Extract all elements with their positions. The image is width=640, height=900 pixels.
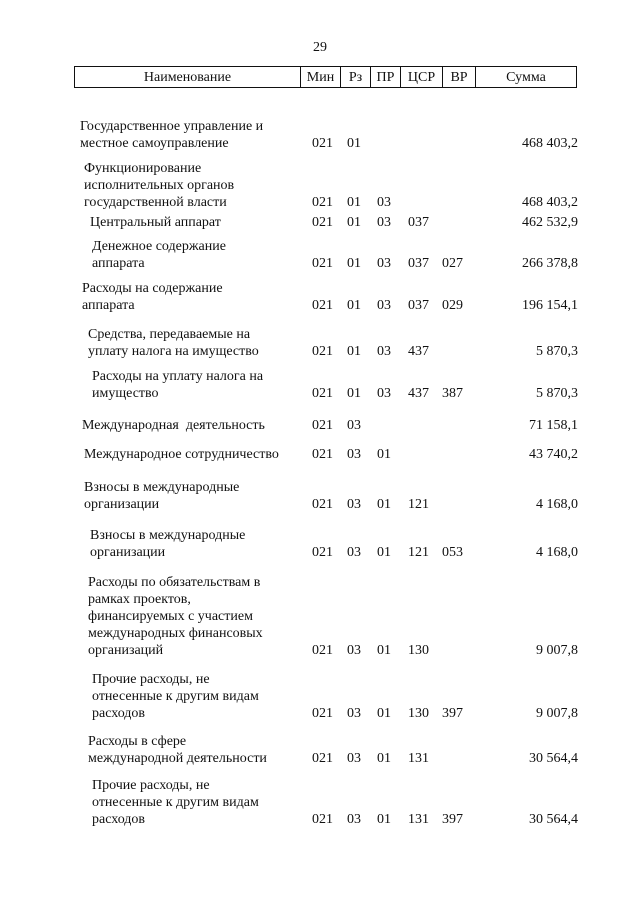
table-row	[0, 446, 640, 463]
row-name: Расходы по обязательствам в рамках проектов, финансируемых с участием международных финансовых организаций	[88, 575, 263, 658]
row-min: 021	[312, 447, 333, 462]
table-row	[0, 214, 640, 231]
row-sum: 5 870,3	[536, 386, 578, 401]
row-csr: 131	[408, 751, 429, 766]
row-min: 021	[312, 418, 333, 433]
row-min: 021	[312, 545, 333, 560]
row-min: 021	[312, 298, 333, 313]
table-row	[0, 574, 640, 659]
row-pr: 01	[377, 643, 391, 658]
row-rz: 03	[347, 643, 361, 658]
row-rz: 01	[347, 298, 361, 313]
row-sum: 4 168,0	[536, 497, 578, 512]
row-min: 021	[312, 136, 333, 151]
row-pr: 01	[377, 706, 391, 721]
row-rz: 03	[347, 497, 361, 512]
row-min: 021	[312, 215, 333, 230]
page-number: 29	[313, 40, 327, 55]
row-pr: 01	[377, 545, 391, 560]
row-csr: 037	[408, 298, 429, 313]
row-pr: 01	[377, 447, 391, 462]
table-row	[0, 368, 640, 402]
table-row	[0, 160, 640, 211]
row-rz: 03	[347, 545, 361, 560]
table-row	[0, 238, 640, 272]
row-sum: 9 007,8	[536, 706, 578, 721]
table-header	[74, 66, 577, 88]
row-pr: 03	[377, 386, 391, 401]
row-min: 021	[312, 256, 333, 271]
row-name: Расходы на уплату налога на имущество	[92, 369, 264, 401]
row-sum: 468 403,2	[522, 195, 578, 210]
row-name: Взносы в международные организации	[90, 528, 246, 560]
header-min: Мин	[300, 67, 340, 87]
row-csr: 121	[408, 497, 429, 512]
row-name: Международное сотрудничество	[84, 447, 279, 462]
row-rz: 01	[347, 344, 361, 359]
row-pr: 01	[377, 751, 391, 766]
row-rz: 03	[347, 812, 361, 827]
row-sum: 30 564,4	[529, 812, 578, 827]
row-name: Денежное содержание аппарата	[92, 239, 226, 271]
row-name: Центральный аппарат	[90, 215, 221, 230]
row-name: Взносы в международные организации	[84, 480, 240, 512]
row-sum: 43 740,2	[529, 447, 578, 462]
row-csr: 131	[408, 812, 429, 827]
table-row	[0, 417, 640, 434]
row-pr: 03	[377, 215, 391, 230]
row-min: 021	[312, 344, 333, 359]
row-pr: 03	[377, 195, 391, 210]
table-row	[0, 280, 640, 314]
row-min: 021	[312, 497, 333, 512]
row-name: Средства, передаваемые на уплату налога на имущество	[88, 327, 259, 359]
row-name: Прочие расходы, не отнесенные к другим видам расходов	[92, 778, 259, 827]
row-min: 021	[312, 751, 333, 766]
row-rz: 03	[347, 751, 361, 766]
row-vr: 029	[442, 298, 463, 313]
header-pr: ПР	[370, 67, 400, 87]
header-csr: ЦСР	[400, 67, 442, 87]
row-csr: 437	[408, 386, 429, 401]
table-row	[0, 118, 640, 152]
row-pr: 03	[377, 344, 391, 359]
row-min: 021	[312, 386, 333, 401]
row-min: 021	[312, 643, 333, 658]
row-vr: 053	[442, 545, 463, 560]
table-row	[0, 777, 640, 828]
row-csr: 130	[408, 706, 429, 721]
row-pr: 01	[377, 497, 391, 512]
row-csr: 121	[408, 545, 429, 560]
row-sum: 468 403,2	[522, 136, 578, 151]
row-sum: 30 564,4	[529, 751, 578, 766]
row-name: Расходы на содержание аппарата	[82, 281, 223, 313]
row-name: Функционирование исполнительных органов государственной власти	[84, 161, 235, 210]
header-name: Наименование	[143, 70, 232, 85]
row-vr: 397	[442, 812, 463, 827]
row-pr: 03	[377, 256, 391, 271]
row-rz: 01	[347, 256, 361, 271]
row-rz: 01	[347, 215, 361, 230]
row-vr: 027	[442, 256, 463, 271]
row-rz: 01	[347, 195, 361, 210]
table-row	[0, 671, 640, 722]
table-row	[0, 479, 640, 513]
row-csr: 130	[408, 643, 429, 658]
header-rz: Рз	[340, 67, 370, 87]
row-name: Расходы в сфере международной деятельности	[88, 734, 267, 766]
row-pr: 01	[377, 812, 391, 827]
row-name: Государственное управление и местное самоуправление	[80, 119, 264, 151]
row-sum: 4 168,0	[536, 545, 578, 560]
row-rz: 01	[347, 136, 361, 151]
row-rz: 03	[347, 706, 361, 721]
row-sum: 266 378,8	[522, 256, 578, 271]
row-vr: 387	[442, 386, 463, 401]
row-name: Международная деятельность	[82, 418, 265, 433]
row-sum: 462 532,9	[522, 215, 578, 230]
header-vr: ВР	[442, 67, 475, 87]
table-row	[0, 733, 640, 767]
row-rz: 03	[347, 447, 361, 462]
row-sum: 196 154,1	[522, 298, 578, 313]
row-rz: 01	[347, 386, 361, 401]
row-csr: 437	[408, 344, 429, 359]
row-csr: 037	[408, 256, 429, 271]
row-sum: 5 870,3	[536, 344, 578, 359]
header-sum: Сумма	[475, 67, 576, 87]
row-rz: 03	[347, 418, 361, 433]
row-name: Прочие расходы, не отнесенные к другим видам расходов	[92, 672, 259, 721]
row-csr: 037	[408, 215, 429, 230]
row-min: 021	[312, 706, 333, 721]
row-pr: 03	[377, 298, 391, 313]
row-sum: 9 007,8	[536, 643, 578, 658]
row-min: 021	[312, 195, 333, 210]
table-row	[0, 326, 640, 360]
row-vr: 397	[442, 706, 463, 721]
row-sum: 71 158,1	[529, 418, 578, 433]
row-min: 021	[312, 812, 333, 827]
table-row	[0, 527, 640, 561]
